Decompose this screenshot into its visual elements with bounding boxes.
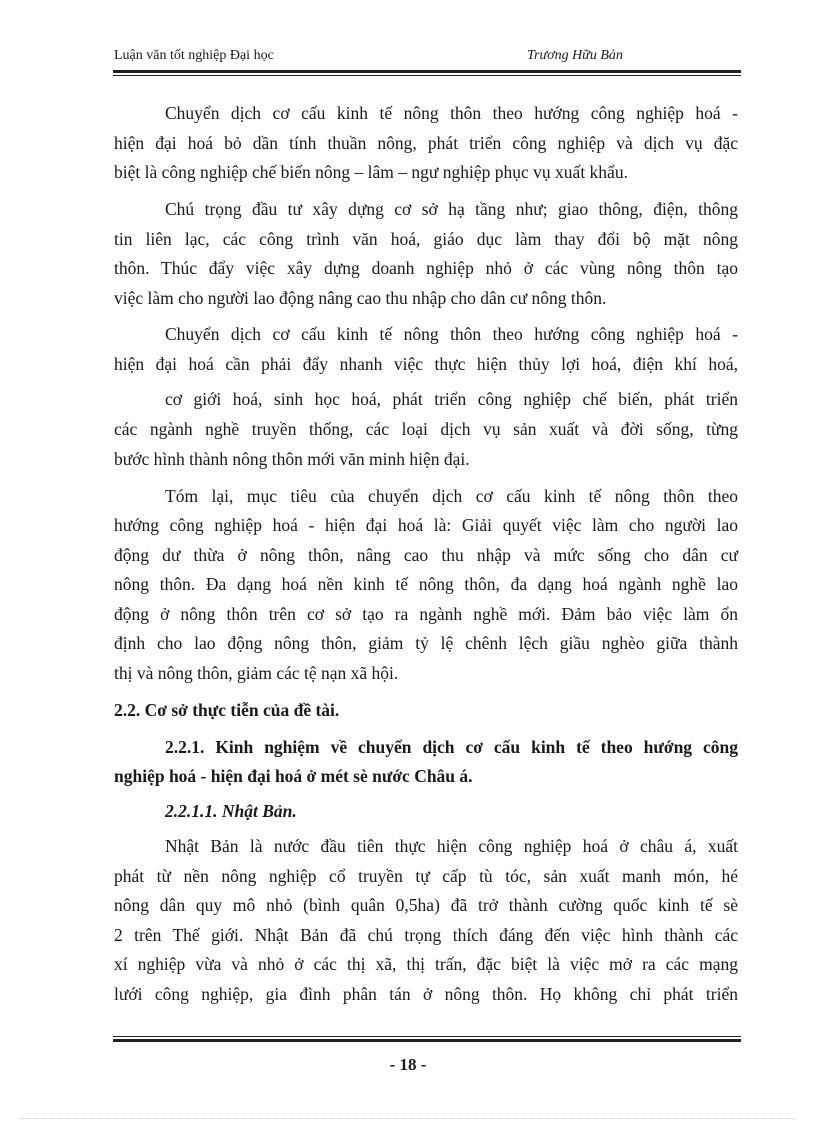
- text-line: xí nghiệp vừa và nhỏ ở các thị xã, thị trấn, đặc biệt là việc mở ra các mạng: [114, 954, 738, 974]
- text-line: tin liên lạc, các công trình văn hoá, giáo dục làm thay đổi bộ mặt nông: [114, 229, 738, 249]
- text-line: định cho lao động nông thôn, giảm tỷ lệ chênh lệch giầu nghèo giữa thành: [114, 633, 738, 653]
- text-line: lưới công nghiệp, gia đình phân tán ở nông thôn. Họ không chỉ phát triển: [114, 984, 738, 1004]
- footer-rule-thick: [113, 1039, 741, 1042]
- text-line: bước hình thành nông thôn mới văn minh hiện đại.: [114, 449, 470, 469]
- text-line: động dư thừa ở nông thôn, nâng cao thu nhập và mức sống cho dân cư: [114, 545, 738, 565]
- text-line: nông thôn. Đa dạng hoá nền kinh tế nông thôn, đa dạng hoá ngành nghề lao: [114, 574, 738, 594]
- text-line: Nhật Bản là nước đầu tiên thực hiện công nghiệp hoá ở châu á, xuất: [165, 836, 738, 856]
- subsection-heading: 2.2.1. Kinh nghiệm về chuyển dịch cơ cấu kinh tế theo hướng công: [165, 737, 738, 757]
- text-line: các ngành nghề truyền thống, các loại dịch vụ sản xuất và đời sống, từng: [114, 419, 738, 439]
- header-rule-thick: [113, 70, 741, 73]
- section-heading: 2.2. Cơ sở thực tiễn của đề tài.: [114, 700, 340, 720]
- footer-rule-thin: [113, 1036, 741, 1037]
- text-line: cơ giới hoá, sinh học hoá, phát triển công nghiệp chế biến, phát triển: [165, 389, 738, 409]
- page-number: - 18 -: [389, 1055, 427, 1074]
- text-line: việc làm cho người lao động nâng cao thu nhập cho dân cư nông thôn.: [114, 288, 607, 308]
- text-line: biệt là công nghiệp chế biến nông – lâm – ngư nghiệp phục vụ xuất khẩu.: [114, 162, 628, 182]
- text-line: Chú trọng đầu tư xây dựng cơ sở hạ tầng như; giao thông, điện, thông: [165, 199, 738, 219]
- text-line: thị và nông thôn, giảm các tệ nạn xã hội.: [114, 663, 399, 683]
- text-line: Chuyển dịch cơ cấu kinh tế nông thôn theo hướng công nghiệp hoá -: [165, 324, 738, 344]
- text-line: phát từ nền nông nghiệp cổ truyền tự cấp tù tóc, sản xuất manh món, hé: [114, 866, 738, 886]
- text-line: hiện đại hoá bỏ dần tính thuần nông, phát triển công nghiệp và dịch vụ đặc: [114, 133, 738, 153]
- header-rule-thin: [113, 75, 741, 76]
- subsubsection-heading: 2.2.1.1. Nhật Bản.: [165, 801, 297, 821]
- text-line: Chuyển dịch cơ cấu kinh tế nông thôn theo hướng công nghiệp hoá -: [165, 103, 738, 123]
- text-line: thôn. Thúc đẩy việc xây dựng doanh nghiệp nhỏ ở các vùng nông thôn tạo: [114, 258, 738, 278]
- text-line: nông dân quy mô nhỏ (bình quân 0,5ha) đã trở thành cường quốc kinh tế sè: [114, 895, 738, 915]
- text-line: Tóm lại, mục tiêu của chuyển dịch cơ cấu kinh tế nông thôn theo: [165, 486, 738, 506]
- text-line: động ở nông thôn trên cơ sở tạo ra ngành nghề mới. Đảm bảo việc làm ổn: [114, 604, 738, 624]
- text-line: 2 trên Thế giới. Nhật Bản đã chú trọng thích đáng đến việc hình thành các: [114, 925, 738, 945]
- page-boundary: [20, 1118, 796, 1119]
- text-line: hướng công nghiệp hoá - hiện đại hoá là: Giải quyết việc làm cho người lao: [114, 515, 738, 535]
- subsection-heading: nghiệp hoá - hiện đại hoá ở mét sè nước Châu á.: [114, 766, 473, 786]
- running-header-title: Luận văn tốt nghiệp Đại học: [114, 48, 274, 63]
- running-header-author: Trương Hữu Bản: [527, 48, 623, 63]
- text-line: hiện đại hoá cần phải đẩy nhanh việc thực hiện thủy lợi hoá, điện khí hoá,: [114, 354, 738, 374]
